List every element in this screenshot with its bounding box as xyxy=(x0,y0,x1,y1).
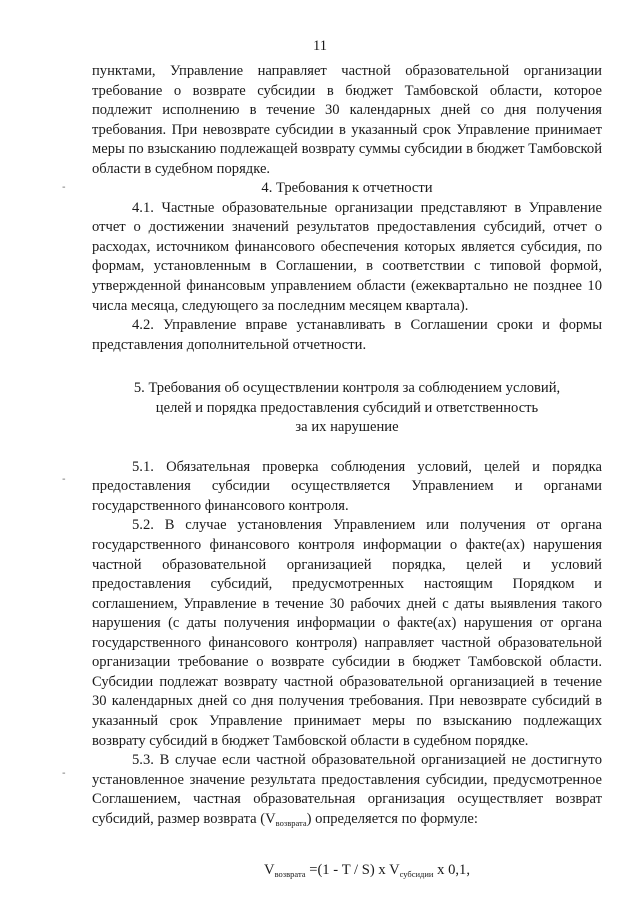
formula-text: =(1 - T / S) x V xyxy=(305,862,400,879)
section-5-heading xyxy=(92,379,602,438)
return-formula xyxy=(92,861,602,885)
page-number: 11 xyxy=(313,38,327,54)
subscript: возврата xyxy=(275,817,307,828)
paragraph-5-2: 5.2. В случае установления Управлением или получения от органа государственного финансового контроля информации о факте(ах) нарушения частной образовательной организацией порядка, целей и условий предоставления субсидий, предусмотренных настоящим Порядком и соглашением, Управление в течение 30 рабочих дней с даты выявления такого нарушения (с даты получения информации о факте(ах) нарушения от органа государственного финансового контроля) направляет частной образовательной организации требование о возврате субсидии в бюджет Тамбовской области. Субсидии подлежат возврату частной образовательной организацией в течение 30 календарных дней со дня получения требования. При невозврате субсидий в указанный срок Управление принимает меры по взысканию подлежащих возврату субсидий в бюджет Тамбовской области в судебном порядке. xyxy=(92,517,602,749)
section-4-heading: 4. Требования к отчетности xyxy=(261,180,433,197)
margin-mark: - xyxy=(62,768,66,779)
margin-mark: - xyxy=(62,182,66,193)
intro-paragraph: пунктами, Управление направляет частной образовательной организации требование о возврате субсидии в бюджет Тамбовской области, которое подлежит исполнению в течение 30 календарных дней со дня получения требования. При невозврате субсидии в указанный срок Управление принимает меры по взысканию подлежащей возврату суммы субсидии в бюджет Тамбовской области в судебном порядке. xyxy=(92,63,602,177)
formula-text: x 0,1, xyxy=(433,862,470,879)
paragraph-4-1: 4.1. Частные образовательные организации представляют в Управление отчет о достижении значений результатов предоставления субсидий, отчет о расходах, источником финансового обеспечения которых является субсидия, по формам, установленным в Соглашении, в соответствии с типовой формой, утвержденной финансовым управлением области (ежеквартально не позднее 10 числа месяца, следующего за последним месяцем квартала). xyxy=(92,199,602,314)
paragraph-4-2: 4.2. Управление вправе устанавливать в Соглашении сроки и формы представления дополнительной отчетности. xyxy=(92,317,602,353)
paragraph-5-3 xyxy=(92,751,602,833)
document-body xyxy=(92,62,602,885)
subscript: субсидии xyxy=(399,869,434,880)
paragraph-5-3-text: 5.3. В случае если частной образовательной организацией не достигнуто установленное значение результата предоставления субсидии, предусмотренное Соглашением, частная образовательная организация осуществляет возврат субсидий, размер возврата (V xyxy=(92,752,602,827)
section-5-heading-line: целей и порядка предоставления субсидий и ответственность xyxy=(155,399,539,416)
subscript: возврата xyxy=(274,869,306,880)
formula-symbol: V xyxy=(264,862,275,879)
paragraph-5-1: 5.1. Обязательная проверка соблюдения условий, целей и порядка предоставления субсидии осуществляется Управлением и органами государственного финансового контроля. xyxy=(92,458,602,514)
margin-mark: - xyxy=(62,474,66,485)
section-5-heading-line: 5. Требования об осуществлении контроля за соблюдением условий, xyxy=(133,380,561,397)
section-5-heading-line: за их нарушение xyxy=(295,419,399,436)
paragraph-5-3-text: ) определяется по формуле: xyxy=(306,810,478,827)
